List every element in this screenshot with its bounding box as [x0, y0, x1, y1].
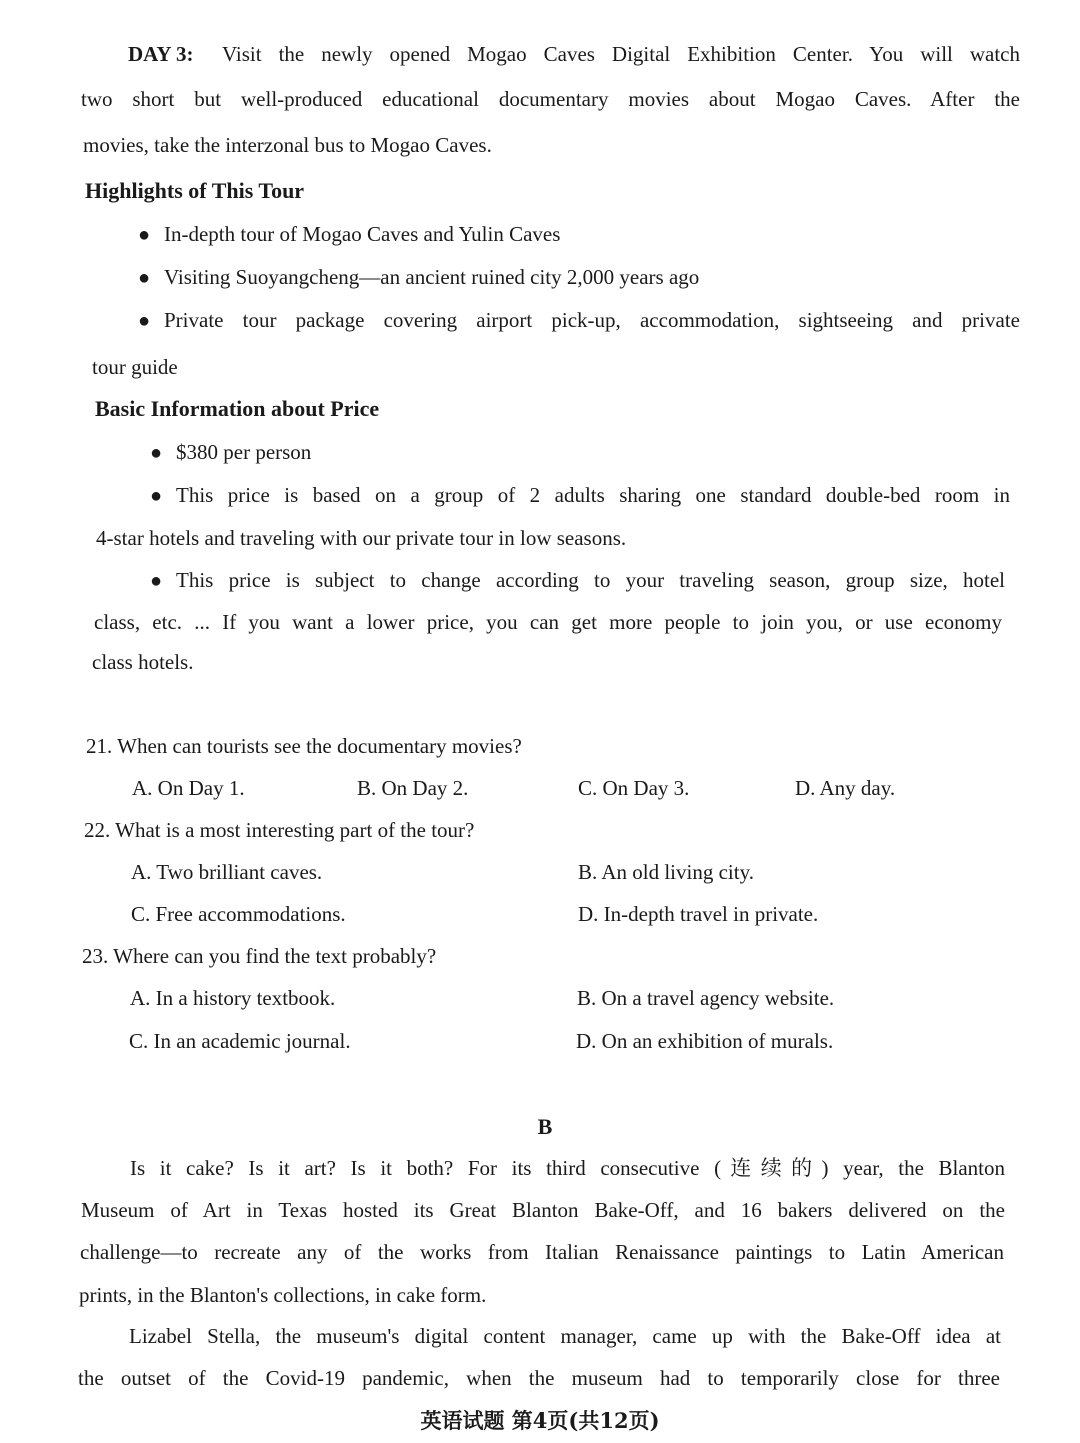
price-item-3-cont-1: class, etc. ... If you want a lower price, you can get more people to join you, or use economy [94, 610, 1002, 634]
question-21-text: When can tourists see the documentary movies? [117, 734, 522, 758]
section-b-p2-line-2: the outset of the Covid-19 pandemic, when the museum had to temporarily close for three [78, 1366, 1000, 1390]
price-item-3-cont-2: class hotels. [92, 650, 194, 674]
question-22-text: What is a most interesting part of the tour? [115, 818, 475, 842]
highlight-item-3 [138, 310, 1020, 331]
q21-option-b[interactable]: B. On Day 2. [357, 776, 469, 800]
q21-option-d[interactable]: D. Any day. [795, 776, 896, 800]
question-22-number: 22. [84, 818, 111, 842]
q22-option-a[interactable]: A. Two brilliant caves. [131, 860, 323, 884]
day3-label: DAY 3: [128, 42, 194, 66]
q23-option-b[interactable]: B. On a travel agency website. [577, 986, 835, 1010]
q22-option-d[interactable]: D. In-depth travel in private. [578, 902, 819, 926]
question-21 [86, 736, 522, 757]
price-item-2-text: This price is based on a group of 2 adults sharing one standard double-bed room in [176, 483, 1010, 507]
section-b-p1-line-3: challenge—to recreate any of the works from Italian Renaissance paintings to Latin American [80, 1240, 1004, 1264]
highlight-item-1 [138, 224, 560, 245]
q23-option-d[interactable]: D. On an exhibition of murals. [576, 1029, 834, 1053]
question-23-number: 23. [82, 944, 109, 968]
price-heading: Basic Information about Price [95, 396, 380, 421]
q22-option-c[interactable]: C. Free accommodations. [131, 902, 346, 926]
section-b-p1-line-4: prints, in the Blanton's collections, in cake form. [79, 1283, 487, 1307]
day3-text-3: movies, take the interzonal bus to Mogao Caves. [83, 133, 492, 157]
page-footer: 英语试题 第4页(共12页) [420, 1408, 660, 1433]
q23-option-c[interactable]: C. In an academic journal. [129, 1029, 351, 1053]
highlight-item-3-text: Private tour package covering airport pick-up, accommodation, sightseeing and private [164, 308, 1020, 332]
section-b-p2-line-1: Lizabel Stella, the museum's digital content manager, came up with the Bake-Off idea at [129, 1324, 1001, 1348]
highlight-item-3-cont: tour guide [92, 355, 178, 379]
question-23-text: Where can you find the text probably? [113, 944, 437, 968]
question-23 [82, 946, 436, 967]
highlight-item-2 [138, 267, 699, 288]
price-item-3-text: This price is subject to change according to your traveling season, group size, hotel [176, 568, 1005, 592]
q23-option-a[interactable]: A. In a history textbook. [130, 986, 336, 1010]
highlight-item-2-text: Visiting Suoyangcheng—an ancient ruined city 2,000 years ago [164, 265, 700, 289]
price-item-1-text: $380 per person [176, 440, 312, 464]
section-b-p1-line-2: Museum of Art in Texas hosted its Great Blanton Bake-Off, and 16 bakers delivered on the [81, 1198, 1005, 1222]
q21-option-a[interactable]: A. On Day 1. [132, 776, 245, 800]
question-22 [84, 820, 474, 841]
price-item-3 [150, 570, 1005, 591]
q22-option-b[interactable]: B. An old living city. [578, 860, 754, 884]
price-item-1 [150, 442, 311, 463]
section-b-heading: B [537, 1114, 553, 1139]
highlights-heading: Highlights of This Tour [85, 178, 305, 203]
highlight-item-1-text: In-depth tour of Mogao Caves and Yulin Caves [164, 222, 561, 246]
q21-option-c[interactable]: C. On Day 3. [578, 776, 690, 800]
price-item-2-cont: 4-star hotels and traveling with our private tour in low seasons. [96, 526, 627, 550]
question-21-number: 21. [86, 734, 113, 758]
day3-text-2: two short but well-produced educational documentary movies about Mogao Caves. After the [81, 87, 1020, 111]
price-item-2 [150, 485, 1010, 506]
day3-text-1: Visit the newly opened Mogao Caves Digital Exhibition Center. You will watch [222, 42, 1020, 66]
section-b-p1-line-1: Is it cake? Is it art? Is it both? For its third consecutive (连续的) year, the Blanton [130, 1156, 1005, 1180]
